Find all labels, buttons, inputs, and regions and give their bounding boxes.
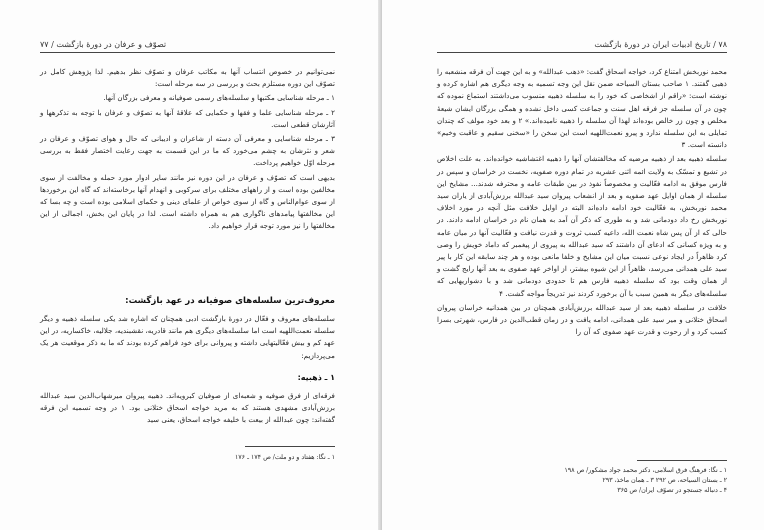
- right-paragraph-succession: خلافت در سلسله ذهبیه بعد از سید عبدالله برزش‌آبادی همچنان در بین همدانیه خراسان پیروان اسحاق ختلانی و میر سید علی همدانی، ادامه یافت و در زمان قطب‌الدین در فارس، شهرتی بسزا کسب کرد و از رحوت و قدرت عهد صفوی که آن را: [437, 302, 727, 337]
- left-paragraph-dhahabiyya: فرقه‌ای از فرق صوفیه و شعبه‌ای از صوفیان کبرویه‌اند. ذهبیه پیروان میرشهاب‌الدین سید عبدالله برزش‌آبادی مشهدی هستند که به مرید خواجه اسحاق ختلانی بود. ۱ در وجه تسمیه این فرقه گفته‌اند: چون عبدالله از بیعت با خلیفه خواجه اسحاق، یعنی سید: [40, 391, 335, 425]
- left-footnote-rule: [245, 446, 335, 447]
- left-footnotes: [40, 453, 335, 463]
- right-footnote-2-3: ۲ ـ بستان السیاحه، ص ۲۹۲ ۳ ـ همان ماخذ، ۲۹۳: [602, 477, 727, 484]
- right-footnote-1: ۱ ـ نگا: فرهنگ فرق اسلامی، دکتر محمد جواد مشکور/ ص ۱۹۸: [564, 467, 727, 474]
- right-page-header: ۷۸ / تاریخ ادبیات ایران در دورهٔ بازگشت: [594, 40, 727, 49]
- left-body-text: [40, 66, 335, 235]
- left-paragraph-orders: سلسله‌های معروف و فعّال در دورهٔ بازگشت ادبی همچنان که اشاره شد یکی سلسله ذهبیه و دیگر سلسله نعمت‌اللهیه است اما سلسله‌های دیگری هم مانند قادریه، نقشبندیه، جلالیه، خاکساریه، در این عهد کم و بیش فعّالیتهایی داشته و پیروانی برای خود فراهم کرده بودند که ما به ذکر موقعیت هر یک می‌پردازیم:: [40, 314, 335, 360]
- left-paragraph-stage-3: ۳ ـ مرحله شناسایی و معرفی آن دسته از شاعران و ادیبانی که حال و هوای تصوّف و عرفان در شعر و نثرشان به چشم می‌خورد که ما در این قسمت به جهت رعایت اختصار فقط به بررسی مرحله اوّل خواهیم پرداخت.: [40, 134, 335, 168]
- right-body-text: [437, 66, 727, 340]
- left-footnote-1: ۱ ـ نگا: هفتاد و دو ملت/ ص ۱۷۴ ـ ۱۷۶: [234, 454, 335, 461]
- left-paragraph-opposition: بدیهی است که تصوّف و عرفان در این دوره نیز مانند سایر ادوار مورد حمله و مخالفت از سوی مخالفین بوده است و از راههای مختلف برای سرکوبی و انهدام آنها برخاسته‌اند که گاه این برخوردها از سوی عوام‌الناس و گاه از سوی خواص از علمای دینی و حکمای اسلامی بوده است و چه بسا که این مخالفتها پیامدهای ناگواری هم به همراه داشته است. لذا در پایان این بخش، اجمالی از این مخالفتها را نیز مورد توجه قرار خواهیم داد.: [40, 172, 335, 231]
- left-header-rule: [40, 52, 335, 53]
- right-paragraph-naming: محمد نوربخش امتناع کرد، خواجه اسحاق گفت: «ذهب عبدالله» و به این جهت آن فرقه منشعبه را ذهبی گفتند. ۱ صاحب بستان السیاحه ضمن نقل این وجه تسمیه به وجه دیگری هم اشاره کرده و نوشته است: «راقم از اشخاصی که خود را به سلسله ذهبیه منسوب می‌داشتند استماع نموده که چون در آن سلسله جز فرقه اهل سنت و جماعت کسی داخل نشده و همگی بزرگان ایشان شیعهٔ مخلص و چون زر خالص بوده‌اند لهذا آن سلسله را ذهبیه نامیده‌اند.» ۲ و بعد خود مولف که چندان تمایلی به این سلسله ندارد و پیرو نعمت‌اللهیه است این سخن را «سخنی سقیم و عاقبت وخیم» دانسته است. ۳: [437, 67, 728, 150]
- left-paragraph-stage-1: ۱ ـ مرحله شناسایی مکتبها و سلسله‌های رسمی صوفیانه و معرفی بزرگان آنها.: [103, 93, 335, 103]
- right-footnote-4: ۴ ـ دنباله جستجو در تصوّف ایران/ ص ۳۶۵: [617, 487, 727, 494]
- subsection-heading: ۱ ـ ذهبیه:: [297, 373, 335, 382]
- right-header-rule: [437, 52, 727, 53]
- left-paragraph-intro: نمی‌توانیم در خصوص انتساب آنها به مکاتب عرفان و تصوّف نظر بدهیم. لذا پژوهش کامل در تصوّف این دوره مستلزم بحث و بررسی در سه مرحله است:: [40, 67, 335, 89]
- right-footnotes: [437, 466, 727, 496]
- right-page: [382, 0, 764, 530]
- section-heading: معروف‌ترین سلسله‌های صوفیانه در عهد بازگشت:: [125, 296, 335, 306]
- left-page-header: تصوّف و عرفان در دورهٔ بازگشت / ۷۷: [40, 40, 167, 49]
- right-paragraph-history: سلسله ذهبیه بعد از ذهبیه مرضیه که مخالفتشان آنها را ذهبیه اغتشاشیه خوانده‌اند. به علت اخلاص در تشیع و تمسّک به ولایت ائمه اثنی عشریه در تمام دوره صفویه، نخست در خراسان و سپس در فارس موفق به ادامه فعّالیت و مخصوصاً نفوذ در بین طبقات عامه و محترفه شدند... مشایخ این سلسله از همان اوایل عهد صفویه و بعد از انشعاب پیروان سید عبدالله برزش‌آبادی از یاران سید محمد نوربخش، به فعّالیت خود ادامه داده‌اند البته در اوایل خلافت مثل آنچه در مورد اخلاف نوربخش رخ داد دودمانی شد و به طوری که ذکر آن آمد به همان نام در خراسان ادامه دادند. در حالی که از آن پس شاه نعمت الله، داعیه کسب ثروت و قدرت نیافت و فعّالیت آنها در میان عامه و به ویژه کسانی که ادعای آن داشتند که سید عبدالله به پیروی از پیغمبر که داماد خویش را وصی کرد ظاهراً در ایجاد نوعی نسبت میان این مشایخ و خلفا مانعی بوده و هر چند سابقه این کار با پیر سید علی همدانی می‌رسد، ظاهراً از این شیوه بیشتر، از اواخر عهد صفوی به بعد آنها رایج گشت و از همان وقت بود که سلسله ذهبیه فارس هم تا حدودی دودمانی شد و با دشواریهایی که سلسله‌های دیگر به همین سبب با آن برخورد کردند نیز تدریجاً مواجه گشت. ۴: [437, 154, 727, 298]
- right-footnote-rule: [637, 460, 727, 461]
- left-paragraph-stage-2: ۲ ـ مرحله شناسایی علما و فقها و حکمایی که علاقهٔ آنها به تصوّف و عرفان با توجه به تذکرهها و آثارشان قطعی است.: [40, 107, 335, 129]
